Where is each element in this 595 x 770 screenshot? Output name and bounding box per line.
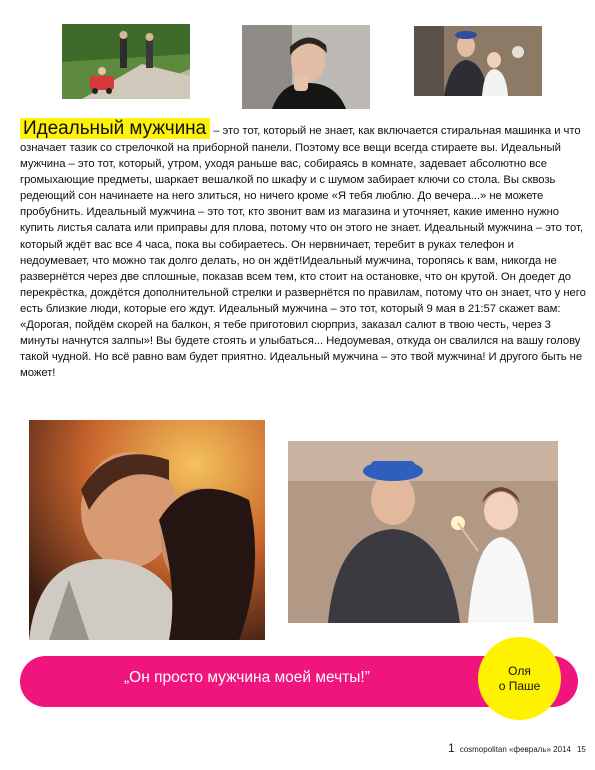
article-text	[20, 118, 586, 381]
author-circle	[478, 637, 561, 720]
photo-couple-kiss	[29, 420, 265, 640]
photo-man-girl-sparkler	[288, 441, 558, 623]
author-name: Оля	[508, 663, 531, 678]
photo-man-with-child	[414, 26, 542, 96]
banner-quote: „Он просто мужчина моей мечты!”	[124, 669, 370, 686]
page-footer	[448, 741, 586, 755]
author-subject: о Паше	[498, 678, 541, 693]
article-headline: Идеальный мужчина	[20, 118, 210, 139]
magazine-name: cosmopolitan «февраль» 2014	[459, 745, 571, 754]
sheet-number: 15	[576, 745, 586, 754]
photo-park-walk	[62, 24, 190, 99]
article-body: – это тот, который не знает, как включается стиральная машинка и что означает тазик со стрелочкой на приборной панели. Поэтому все вещи всегда стираете вы. Идеальный мужчина – это тот, который, утром, уходя раньше вас, собираясь в комнате, задевает абсолютно все громыхающие предметы, шаркает вешалкой по шкафу и с шумом забирает ключи со стола. Вы сквозь редеющий сон начинаете на него злиться, но ничего кроме «Я тебя люблю. До вечера...» не можете пробубнить. Идеальный мужчина – это тот, кто звонит вам из магазина и уточняет, какие именно нужно купить листья салата или приправы для плова, потому что он этого не знает. Идеальный мужчина – это тот, который ждёт вас все 4 часа, пока вы собираетесь. Он нервничает, теребит в руках телефон и недоумевает, что можно так долго делать, но он ждёт!Идеальный мужчина, торопясь к вам, никогда не развернётся через две сплошные, показав всем тем, кто стоит на остановке, что он крутой. Он доедет до перекрёстка, дождётся дополнительной стрелки и развернётся по правилам, потому что он знает, что у него есть близкие люди, которые его ждут. Идеальный мужчина – это тот, который 9 мая в 21:57 скажет вам: «Дорогая, пойдём скорей на балкон, я тебе приготовил сюрприз, заказал салют в твою честь, через 3 минуты начнутся залпы»! Вы будете стоять и улыбаться... Недоумевая, откуда он свалился на вашу голову такой чудной. Но всё равно вам будет приятно. Идеальный мужчина – это твой мужчина! И другого быть не может!	[20, 125, 586, 380]
photo-man-portrait	[242, 25, 370, 109]
page-number: 1	[448, 741, 455, 755]
